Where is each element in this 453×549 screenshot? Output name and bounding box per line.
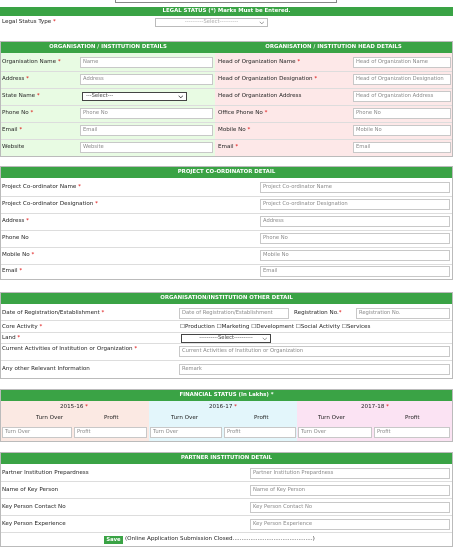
key-person-name-label: Name of Key Person — [2, 487, 59, 493]
checkbox-marketing[interactable]: ☐ — [216, 324, 222, 330]
coordinator-email-input[interactable]: Email — [260, 266, 450, 277]
org-website-input[interactable]: Website — [80, 142, 213, 153]
checkbox-services[interactable]: ☐ — [341, 324, 347, 330]
head-email-input[interactable]: Email — [353, 142, 451, 153]
top-edge — [115, 0, 337, 3]
key-person-contact-input[interactable]: Key Person Contact No — [250, 502, 450, 513]
fy-1-turnover-input[interactable]: Turn Over — [2, 427, 72, 438]
head-address-input[interactable]: Head of Organization Address — [353, 91, 451, 102]
fy-2-turnover-input[interactable]: Turn Over — [150, 427, 222, 438]
fy-2-year: 2016-17 * — [209, 404, 237, 410]
chevron-down-icon: ⌵ — [178, 93, 183, 100]
fy-2-profit-label: Profit — [254, 415, 269, 421]
org-phone-label: Phone No * — [2, 110, 34, 116]
reg-date-input[interactable]: Date of Registration/Establishment — [179, 308, 289, 319]
checkbox-development[interactable]: ☐ — [251, 324, 257, 330]
reg-date-label: Date of Registration/Establishment * — [2, 310, 105, 316]
coordinator-phone-label: Phone No — [2, 235, 29, 241]
org-header-left: ORGANISATION / INSTITUTION DETAILS — [1, 42, 215, 53]
relevant-info-input[interactable]: Remark — [179, 364, 450, 375]
save-button[interactable]: Save — [104, 536, 123, 544]
key-person-experience-label: Key Person Experience — [2, 521, 66, 527]
checkbox-social-activity[interactable]: ☐ — [295, 324, 301, 330]
org-name-input[interactable]: Name — [80, 57, 213, 68]
land-select[interactable]: ----------Select---------- ⌵ — [181, 334, 271, 343]
head-name-label: Head of Organization Name * — [218, 59, 301, 65]
office-phone-input[interactable]: Phone No — [353, 108, 451, 119]
coordinator-designation-input[interactable]: Project Co-ordinator Designation — [260, 199, 450, 210]
fy-1-profit-label: Profit — [104, 415, 119, 421]
org-email-label: Email * — [2, 127, 23, 133]
fy-3-turnover-label: Turn Over — [318, 415, 346, 421]
reg-no-input[interactable]: Registration No. — [356, 308, 450, 319]
org-header-right: ORGANISATION / INSTITUTION HEAD DETAILS — [215, 42, 452, 53]
key-person-contact-label: Key Person Contact No — [2, 504, 66, 510]
fy-1-profit-input[interactable]: Profit — [74, 427, 147, 438]
reg-no-label: Registration No.* — [294, 310, 342, 316]
coordinator-name-label: Project Co-ordinator Name * — [2, 184, 81, 190]
head-mobile-label: Mobile No * — [218, 127, 251, 133]
key-person-name-input[interactable]: Name of Key Person — [250, 485, 450, 496]
land-label: Land * — [2, 335, 21, 341]
coordinator-mobile-input[interactable]: Mobile No — [260, 250, 450, 261]
core-activity-label: Core Activity * — [2, 324, 43, 330]
partner-prepardness-label: Partner Institution Prepardness — [2, 470, 89, 476]
fy-3-year: 2017-18 * — [361, 404, 389, 410]
fy-1-turnover-label: Turn Over — [36, 415, 64, 421]
chevron-down-icon: ⌵ — [262, 335, 267, 342]
head-email-label: Email * — [218, 144, 239, 150]
submission-closed-text: (Online Application Submission Closed.............................................) — [125, 536, 315, 542]
state-select[interactable]: ---Select--- ⌵ — [82, 92, 187, 101]
coordinator-phone-input[interactable]: Phone No — [260, 233, 450, 244]
fy-3-profit-input[interactable]: Profit — [374, 427, 450, 438]
other-header: ORGANISATION/INSTITUTION OTHER DETAIL — [1, 293, 452, 304]
head-mobile-input[interactable]: Mobile No — [353, 125, 451, 136]
fy-3-turnover-input[interactable]: Turn Over — [298, 427, 372, 438]
coordinator-email-label: Email * — [2, 268, 23, 274]
chevron-down-icon: ⌵ — [259, 19, 264, 26]
coordinator-address-label: Address * — [2, 218, 29, 224]
fy-1-year: 2015-16 * — [60, 404, 88, 410]
coordinator-designation-label: Project Co-ordinator Designation * — [2, 201, 98, 207]
org-name-label: Organisation Name * — [2, 59, 61, 65]
state-name-label: State Name * — [2, 93, 40, 99]
partner-header: PARTNER INSTITUTION DETAIL — [1, 453, 452, 464]
fy-2-turnover-label: Turn Over — [171, 415, 199, 421]
legal-status-banner: LEGAL STATUS (*) Marks Must be Entered. — [0, 7, 453, 16]
fy-3-profit-label: Profit — [405, 415, 420, 421]
core-activity-options: ☐Production ☐Marketing ☐Development ☐Social Activity ☐Services — [180, 324, 371, 330]
org-email-input[interactable]: Email — [80, 125, 213, 136]
partner-prepardness-input[interactable]: Partner Institution Prepardness — [250, 468, 450, 479]
legal-status-label: Legal Status Type * — [2, 19, 56, 25]
legal-status-select[interactable]: ----------Select---------- ⌵ — [155, 18, 268, 27]
head-name-input[interactable]: Head of Organization Name — [353, 57, 451, 68]
org-address-input[interactable]: Address — [80, 74, 213, 85]
coordinator-address-input[interactable]: Address — [260, 216, 450, 227]
org-phone-input[interactable]: Phone No — [80, 108, 213, 119]
current-activities-input[interactable]: Current Activities of Institution or Organization — [179, 346, 450, 357]
head-address-label: Head of Organization Address — [218, 93, 302, 99]
project-header: PROJECT CO-ORDINATOR DETAIL — [1, 167, 452, 178]
key-person-experience-input[interactable]: Key Person Experience — [250, 519, 450, 530]
fy-2-profit-input[interactable]: Profit — [224, 427, 296, 438]
checkbox-production[interactable]: ☐ — [180, 324, 186, 330]
org-address-label: Address * — [2, 76, 29, 82]
head-designation-label: Head of Organization Designation * — [218, 76, 318, 82]
coordinator-name-input[interactable]: Project Co-ordinator Name — [260, 182, 450, 193]
head-designation-input[interactable]: Head of Organization Designation — [353, 74, 451, 85]
coordinator-mobile-label: Mobile No * — [2, 252, 35, 258]
office-phone-label: Office Phone No * — [218, 110, 268, 116]
current-activities-label: Current Activities of Institution or Organization * — [2, 346, 138, 352]
relevant-info-label: Any other Relevant Information — [2, 366, 90, 372]
org-website-label: Website — [2, 144, 25, 150]
financial-header: FINANCIAL STATUS (In Lakhs) * — [1, 390, 452, 401]
